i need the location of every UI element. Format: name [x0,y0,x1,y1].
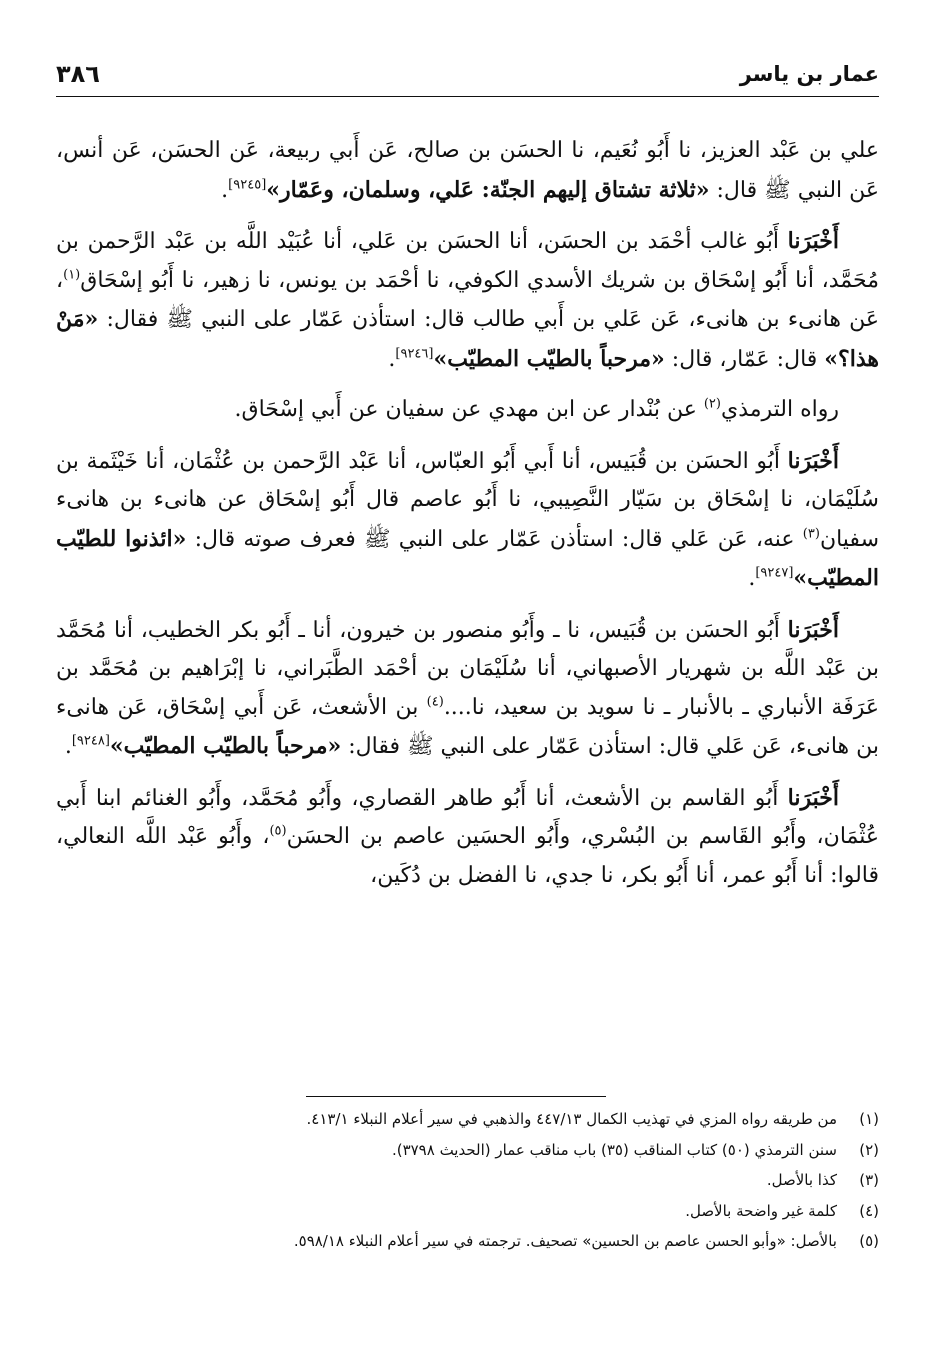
paragraph-text: قال: عَمّار، قال: [664,346,825,372]
hadith-quote: «ائذنوا للطيّب المطيّب» [56,525,879,591]
paragraph-text: أَبُو الحسَن بن قُبَيس، نا ـ وأَبُو منصور بن خيرون، أنا ـ أَبُو بكر الخطيب، أنا مُحَمَّد بن عَبْد اللَّه بن شهريار الأصبهاني، أنا سُلَيْمَان بن أحْمَد الطَّبَراني، نا إبْرَاهيم بن مُحَمَّد بن عَرَفَة الأنباري ـ بالأنبار ـ نا سويد بن سعيد، نا.... [56,617,880,720]
footnote-text: كذا بالأصل. [766,1171,837,1190]
footnote-ref: (٤) [426,694,444,710]
paragraph-2 [56,222,879,379]
footnote-ref: (٣) [802,526,820,542]
paragraph-text: أَبُو غالب أحْمَد بن الحسَن، أنا الحسَن بن عَلي، أنا عُبَيْد اللَّه بن عَبْد الرَّحمن بن مُحَمَّد، أنا أَبُو إسْحَاق بن شريك الأسدي الكوفي، نا أحْمَد بن يونس، نا زهير، نا أَبُو إسْحَاق [56,229,879,293]
hadith-quote: «مرحباً بالطيّب المطيّب» [433,345,665,372]
paragraph-text: علي بن عَبْد العزيز، نا أَبُو نُعَيم، نا الحسَن بن صالح، عَن أَبي ربيعة، عَن الحسَن، عَن أنس، عَن النبي ﷺ قال: [56,138,879,203]
footnote-text: سنن الترمذي (٥٠) كتاب المناقب (٣٥) باب مناقب عمار (الحديث ٣٧٩٨). [391,1140,837,1159]
punctuation: . [221,177,229,203]
footnote-5 [100,1226,879,1257]
footnote-ref: (٢) [703,396,721,412]
page-number: ٣٨٦ [56,60,100,88]
hadith-number: [٩٢٤٨] [71,733,110,749]
footnote-3 [100,1165,879,1196]
isnad-lead: أَخْبَرَنا [787,228,839,254]
page-header [56,62,879,97]
isnad-lead: أَخْبَرَنا [787,784,839,811]
running-title: عمار بن ياسر [739,62,879,86]
main-text [56,132,879,907]
footnote-separator [306,1096,606,1097]
hadith-quote: «ثلاثة تشتاق إليهم الجنّة: عَلي، وسلمان، وعَمّار» [266,176,710,203]
footnote-ref: (٥) [269,823,287,839]
footnote-number: (٥) [859,1232,879,1251]
paragraph-text: ، وأَبُو عَبْد اللَّه النعالي، قالوا: أنا أَبُو عمر، أنا أَبُو بكر، نا جدي، نا الفضل بن دُكَين، [56,824,879,888]
paragraph-3 [56,391,879,430]
paragraph-text: عن بُنْدار عن ابن مهدي عن سفيان عن أَبي إسْحَاق. [234,397,704,422]
punctuation: . [748,566,756,591]
paragraph-5 [56,611,879,767]
hadith-number: [٩٢٤٥] [228,177,267,193]
paragraph-text: أَبُو القاسم بن الأشعث، أنا أَبُو طاهر القصاري، وأَبُو مُحَمَّد، وأَبُو الغنائم ابنا أَبي عُثْمَان، وأَبُو القَاسم بن البُسْري، وأَبُو الحسَين عاصم بن الحسَن [56,785,880,849]
punctuation: . [64,734,72,759]
paragraph-text: رواه الترمذي [720,397,839,422]
footnote-2 [100,1135,879,1166]
footnote-ref: (١) [63,267,81,283]
footnotes [100,1104,879,1257]
footnote-number: (١) [859,1110,879,1128]
paragraph-1 [56,132,879,210]
footnote-text: من طريقه رواه المزي في تهذيب الكمال ٤٤٧/١٣ والذهبي في سير أعلام النبلاء ٤١٣/١. [306,1110,837,1128]
hadith-number: [٩٢٤٧] [755,565,794,581]
footnote-text: كلمة غير واضحة بالأصل. [685,1201,837,1220]
footnote-number: (٢) [859,1140,879,1159]
footnote-text: بالأصل: «وأبو الحسن عاصم بن الحسين» تصحيف. ترجمته في سير أعلام النبلاء ٥٩٨/١٨. [293,1232,837,1251]
paragraph-text: بن الأشعث، عَن أَبي إسْحَاق، عَن هانىء بن هانىء، عَن عَلي قال: استأذن عَمّار على النبي ﷺ فقال: [56,694,879,759]
footnote-1 [100,1104,879,1135]
footnote-4 [100,1196,879,1227]
isnad-lead: أَخْبَرَنا [787,447,839,474]
paragraph-text: ، عَن هانىء بن هانىء، عَن عَلي بن أَبي طالب قال: استأذن عَمّار على النبي ﷺ فقال: [56,267,879,332]
paragraph-text: عنه، عَن عَلي قال: استأذن عَمّار على النبي ﷺ فعرف صوته قال: [186,526,803,552]
paragraph-6 [56,779,879,896]
footnote-number: (٣) [859,1171,879,1190]
footnote-number: (٤) [859,1201,879,1220]
hadith-quote: «مَنْ هذا؟» [56,306,879,372]
hadith-number: [٩٢٤٦] [395,346,434,362]
paragraph-text: أَبُو الحسَن بن قُبَيس، أنا أَبي أَبُو العبّاس، أنا عَبْد الرَّحمن بن عُثْمَان، أنا خَيْثَمة بن سُلَيْمَان، نا إسْحَاق بن سَيّار النَّصِيبي، نا أَبُو عاصم قال أَبُو إسْحَاق عن هانىء بن هانىء سفيان [56,448,879,552]
punctuation: . [388,346,396,372]
isnad-lead: أَخْبَرَنا [787,616,839,643]
paragraph-4 [56,442,879,599]
hadith-quote: «مرحباً بالطيّب المطيّب» [109,733,342,759]
